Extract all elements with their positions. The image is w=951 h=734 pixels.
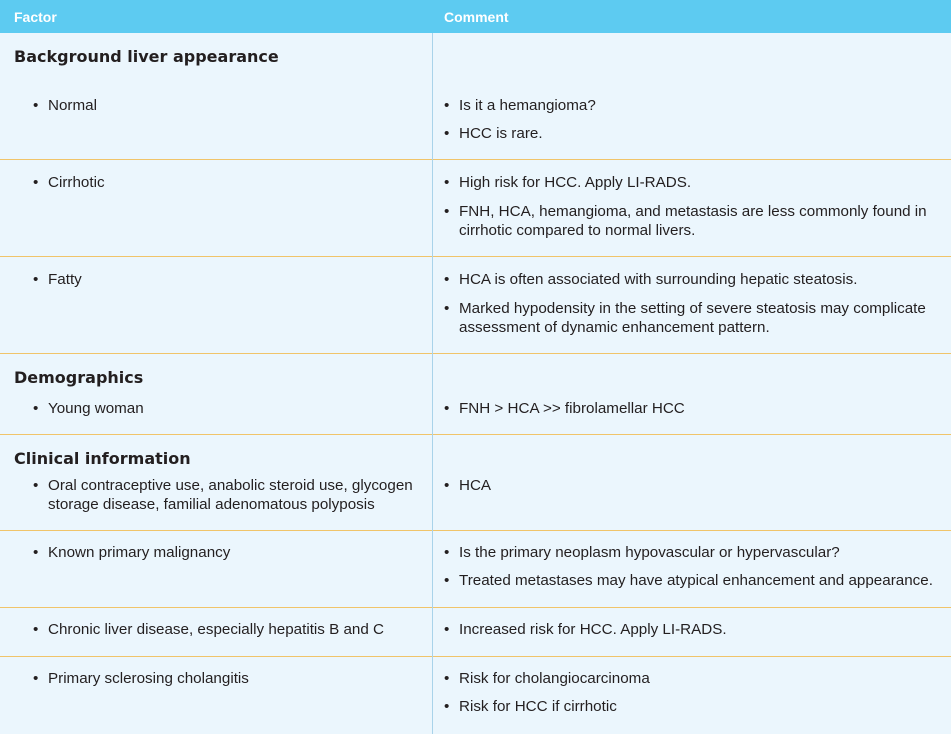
factor-text: Primary sclerosing cholangitis	[48, 670, 249, 687]
comment-text: HCC is rare.	[459, 125, 543, 142]
factor-text: Cirrhotic	[48, 174, 105, 191]
comment-text: Risk for cholangiocarcinoma	[459, 670, 650, 687]
comment-text: FNH > HCA >> fibrolamellar HCC	[459, 400, 685, 417]
factor-text: Oral contraceptive use, anabolic steroid use, glycogen storage disease, familial adenomatous polyposis	[48, 477, 413, 513]
comment-text: Risk for HCC if cirrhotic	[459, 698, 617, 715]
column-divider	[432, 33, 433, 734]
section-title-background: Background liver appearance	[14, 47, 279, 66]
factor-text: Young woman	[48, 400, 144, 417]
table-row: Demographics • Young woman • FNH > HCA >> fibrolamellar HCC	[0, 353, 951, 434]
factor-text: Normal	[48, 97, 97, 114]
comment-text: High risk for HCC. Apply LI-RADS.	[459, 174, 692, 191]
section-title-clinical: Clinical information	[14, 449, 191, 468]
comment-text: Treated metastases may have atypical enhancement and appearance.	[459, 572, 933, 589]
header-comment: Comment	[444, 9, 509, 25]
comment-text: Is the primary neoplasm hypovascular or hypervascular?	[459, 544, 840, 561]
table-row: Clinical information • Oral contraceptive use, anabolic steroid use, glycogen storage disease, familial adenomatous polyposis • HCA	[0, 434, 951, 530]
table-row: • Primary sclerosing cholangitis • Risk for cholangiocarcinoma • Risk for HCC if cirrhotic	[0, 656, 951, 734]
table-row: • Cirrhotic • High risk for HCC. Apply LI-RADS. • FNH, HCA, hemangioma, and metastasis are less commonly found in cirrhotic compared to normal livers.	[0, 159, 951, 256]
header-factor: Factor	[14, 9, 57, 25]
comment-text: FNH, HCA, hemangioma, and metastasis are less commonly found in cirrhotic compared to normal livers.	[459, 203, 927, 239]
factor-text: Chronic liver disease, especially hepatitis B and C	[48, 621, 384, 638]
comment-text: HCA	[459, 477, 492, 494]
comment-text: Marked hypodensity in the setting of severe steatosis may complicate assessment of dynamic enhancement pattern.	[459, 300, 926, 336]
table-row: • Fatty • HCA is often associated with surrounding hepatic steatosis. • Marked hypodensity in the setting of severe steatosis may complicate assessment of dynamic enhancement pattern.	[0, 256, 951, 353]
table-row: Background liver appearance • Normal • Is it a hemangioma? • HCC is rare.	[0, 33, 951, 159]
factor-text: Known primary malignancy	[48, 544, 231, 561]
comment-item: • FNH, HCA, hemangioma, and metastasis are less commonly found in cirrhotic compared to normal livers.	[444, 202, 944, 242]
factor-text: Fatty	[48, 271, 82, 288]
table-header	[0, 0, 951, 33]
table-row: • Chronic liver disease, especially hepatitis B and C • Increased risk for HCC. Apply LI-RADS.	[0, 607, 951, 656]
comment-text: Is it a hemangioma?	[459, 97, 596, 114]
comment-text: HCA is often associated with surrounding hepatic steatosis.	[459, 271, 858, 288]
section-title-demographics: Demographics	[14, 368, 144, 387]
table-row: • Known primary malignancy • Is the primary neoplasm hypovascular or hypervascular? • Treated metastases may have atypical enhancement and appearance.	[0, 530, 951, 607]
comment-text: Increased risk for HCC. Apply LI-RADS.	[459, 621, 727, 638]
